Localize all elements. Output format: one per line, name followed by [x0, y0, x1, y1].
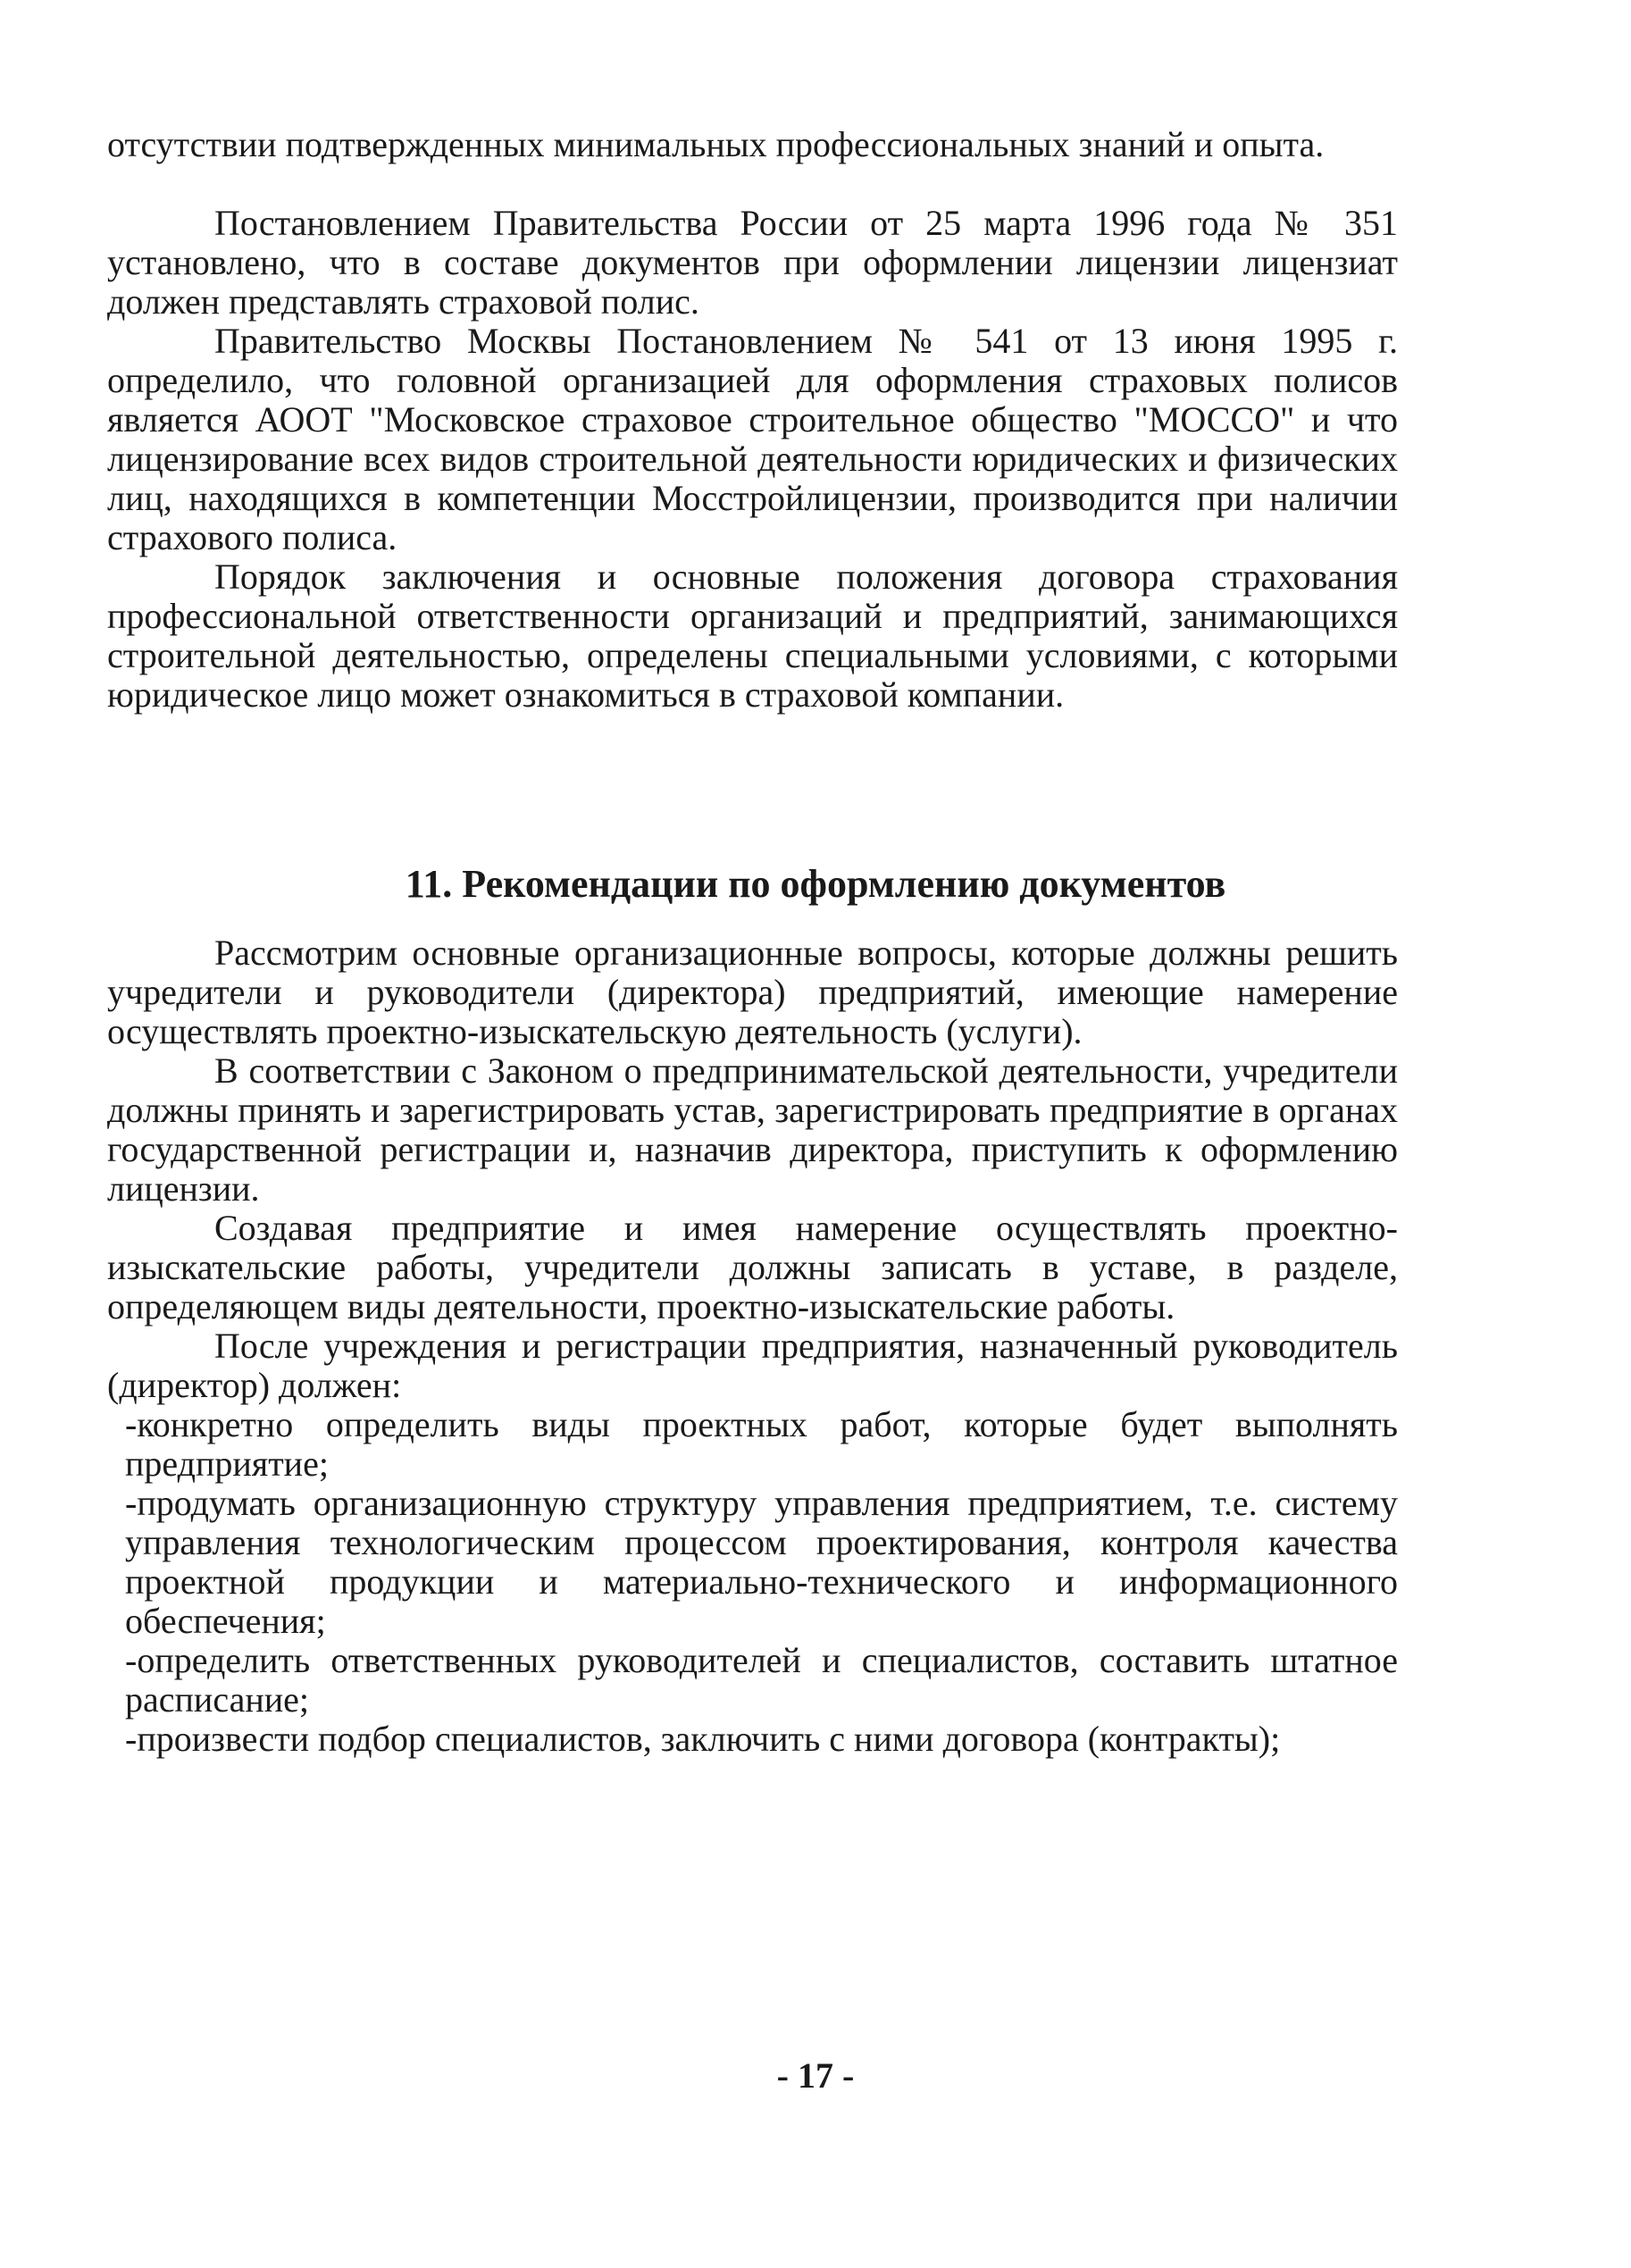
paragraph-law-compliance: В соответствии с Законом о предпринимательской деятельности, учредители должны принять и зарегистрировать устав, зарегистрировать предприятие в органах государственной регистрации и, назначив директора, приступить к оформлению лицензии. — [107, 1050, 1398, 1209]
list-item: -продумать организационную структуру управления предприятием, т.е. систему управления технологическим процессом проектирования, контроля качества проектной продукции и материально-технического и информационного обеспечения; — [125, 1483, 1398, 1641]
list-item: -определить ответственных руководителей и специалистов, составить штатное расписание; — [125, 1640, 1398, 1720]
list-item: -произвести подбор специалистов, заключить с ними договора (контракты); — [125, 1719, 1281, 1759]
paragraph-director-duties: После учреждения и регистрации предприятия, назначенный руководитель (директор) должен: — [107, 1326, 1398, 1405]
paragraph-continuation: отсутствии подтвержденных минимальных профессиональных знаний и опыта. — [107, 124, 1325, 164]
list-item: -конкретно определить виды проектных работ, которые будет выполнять предприятие; — [125, 1404, 1398, 1484]
paragraph-moscow-resolution: Правительство Москвы Постановлением № 541 от 13 июня 1995 г. определило, что головной организацией для оформления страховых полисов является АООТ "Московское страховое строительное общество "МОССО" и что лицензирование всех видов строительной деятельности юридических и физических лиц, находящихся в компетенции Мосстройлицензии, производится при наличии страхового полиса. — [107, 321, 1398, 557]
paragraph-founding-enterprise: Создавая предприятие и имея намерение осуществлять проектно-изыскательские работы, учредители должны записать в уставе, в разделе, определяющем виды деятельности, проектно-изыскательские работы. — [107, 1208, 1398, 1326]
paragraph-insurance-contract: Порядок заключения и основные положения договора страхования профессиональной ответственности организаций и предприятий, занимающихся строительной деятельностью, определены специальными условиями, с которыми юридическое лицо может ознакомиться в страховой компании. — [107, 557, 1398, 715]
section-heading: 11. Рекомендации по оформлению документов — [405, 862, 1226, 906]
page-number: - 17 - — [776, 2055, 855, 2096]
paragraph-government-resolution: Постановлением Правительства России от 25 марта 1996 года № 351 установлено, что в составе документов при оформлении лицензии лицензиат должен представлять страховой полис. — [107, 203, 1398, 322]
paragraph-organizational-questions: Рассмотрим основные организационные вопросы, которые должны решить учредители и руководители (директора) предприятий, имеющие намерение осуществлять проектно-изыскательскую деятельность (услуги). — [107, 933, 1398, 1051]
